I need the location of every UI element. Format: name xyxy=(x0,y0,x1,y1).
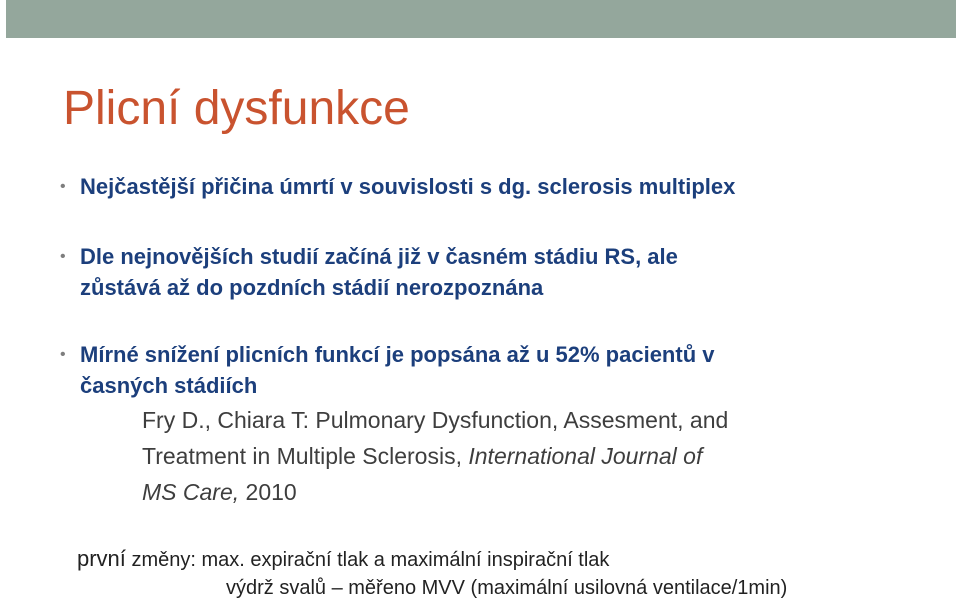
bullet-item-2 xyxy=(60,241,678,303)
footnote-label: první xyxy=(77,546,126,571)
bullet-dot-icon: • xyxy=(60,248,66,265)
journal-name-cont: MS Care, xyxy=(142,479,240,505)
bullet-dot-icon: • xyxy=(60,178,66,195)
footnote-line-1 xyxy=(77,544,609,575)
footnote-line-2: výdrž svalů – měřeno MVV (maximální usilovná ventilace/1min) xyxy=(226,577,788,599)
citation-line-1: Fry D., Chiara T: Pulmonary Dysfunction, Assesment, and xyxy=(142,407,729,433)
bullet-item-1 xyxy=(60,171,735,202)
bullet-line: Dle nejnovějších studií začíná již v časném stádiu RS, ale xyxy=(80,244,678,269)
citation-line-2 xyxy=(142,438,728,474)
bullet-dot-icon: • xyxy=(60,346,66,363)
bullet-line: časných stádiích xyxy=(80,373,258,398)
citation-year: 2010 xyxy=(239,479,297,505)
bullet-text xyxy=(60,241,678,303)
citation-line-3 xyxy=(142,474,728,510)
citation xyxy=(142,402,728,510)
bullet-line: zůstává až do pozdních stádií nerozpoznána xyxy=(80,275,544,300)
citation-text: Treatment in Multiple Sclerosis, xyxy=(142,443,469,469)
footnote-text: změny: max. expirační tlak a maximální inspirační tlak xyxy=(125,549,610,571)
journal-name: International Journal of xyxy=(468,443,703,469)
bullet-item-3 xyxy=(60,339,715,401)
bullet-text xyxy=(60,171,735,202)
bullet-text xyxy=(60,339,715,401)
header-band xyxy=(6,0,956,38)
bullet-line: Mírné snížení plicních funkcí je popsána až u 52% pacientů v xyxy=(80,342,715,367)
slide-title: Plicní dysfunkce xyxy=(63,82,410,135)
bullet-line: Nejčastější přičina úmrtí v souvislosti s dg. sclerosis multiplex xyxy=(80,174,736,199)
